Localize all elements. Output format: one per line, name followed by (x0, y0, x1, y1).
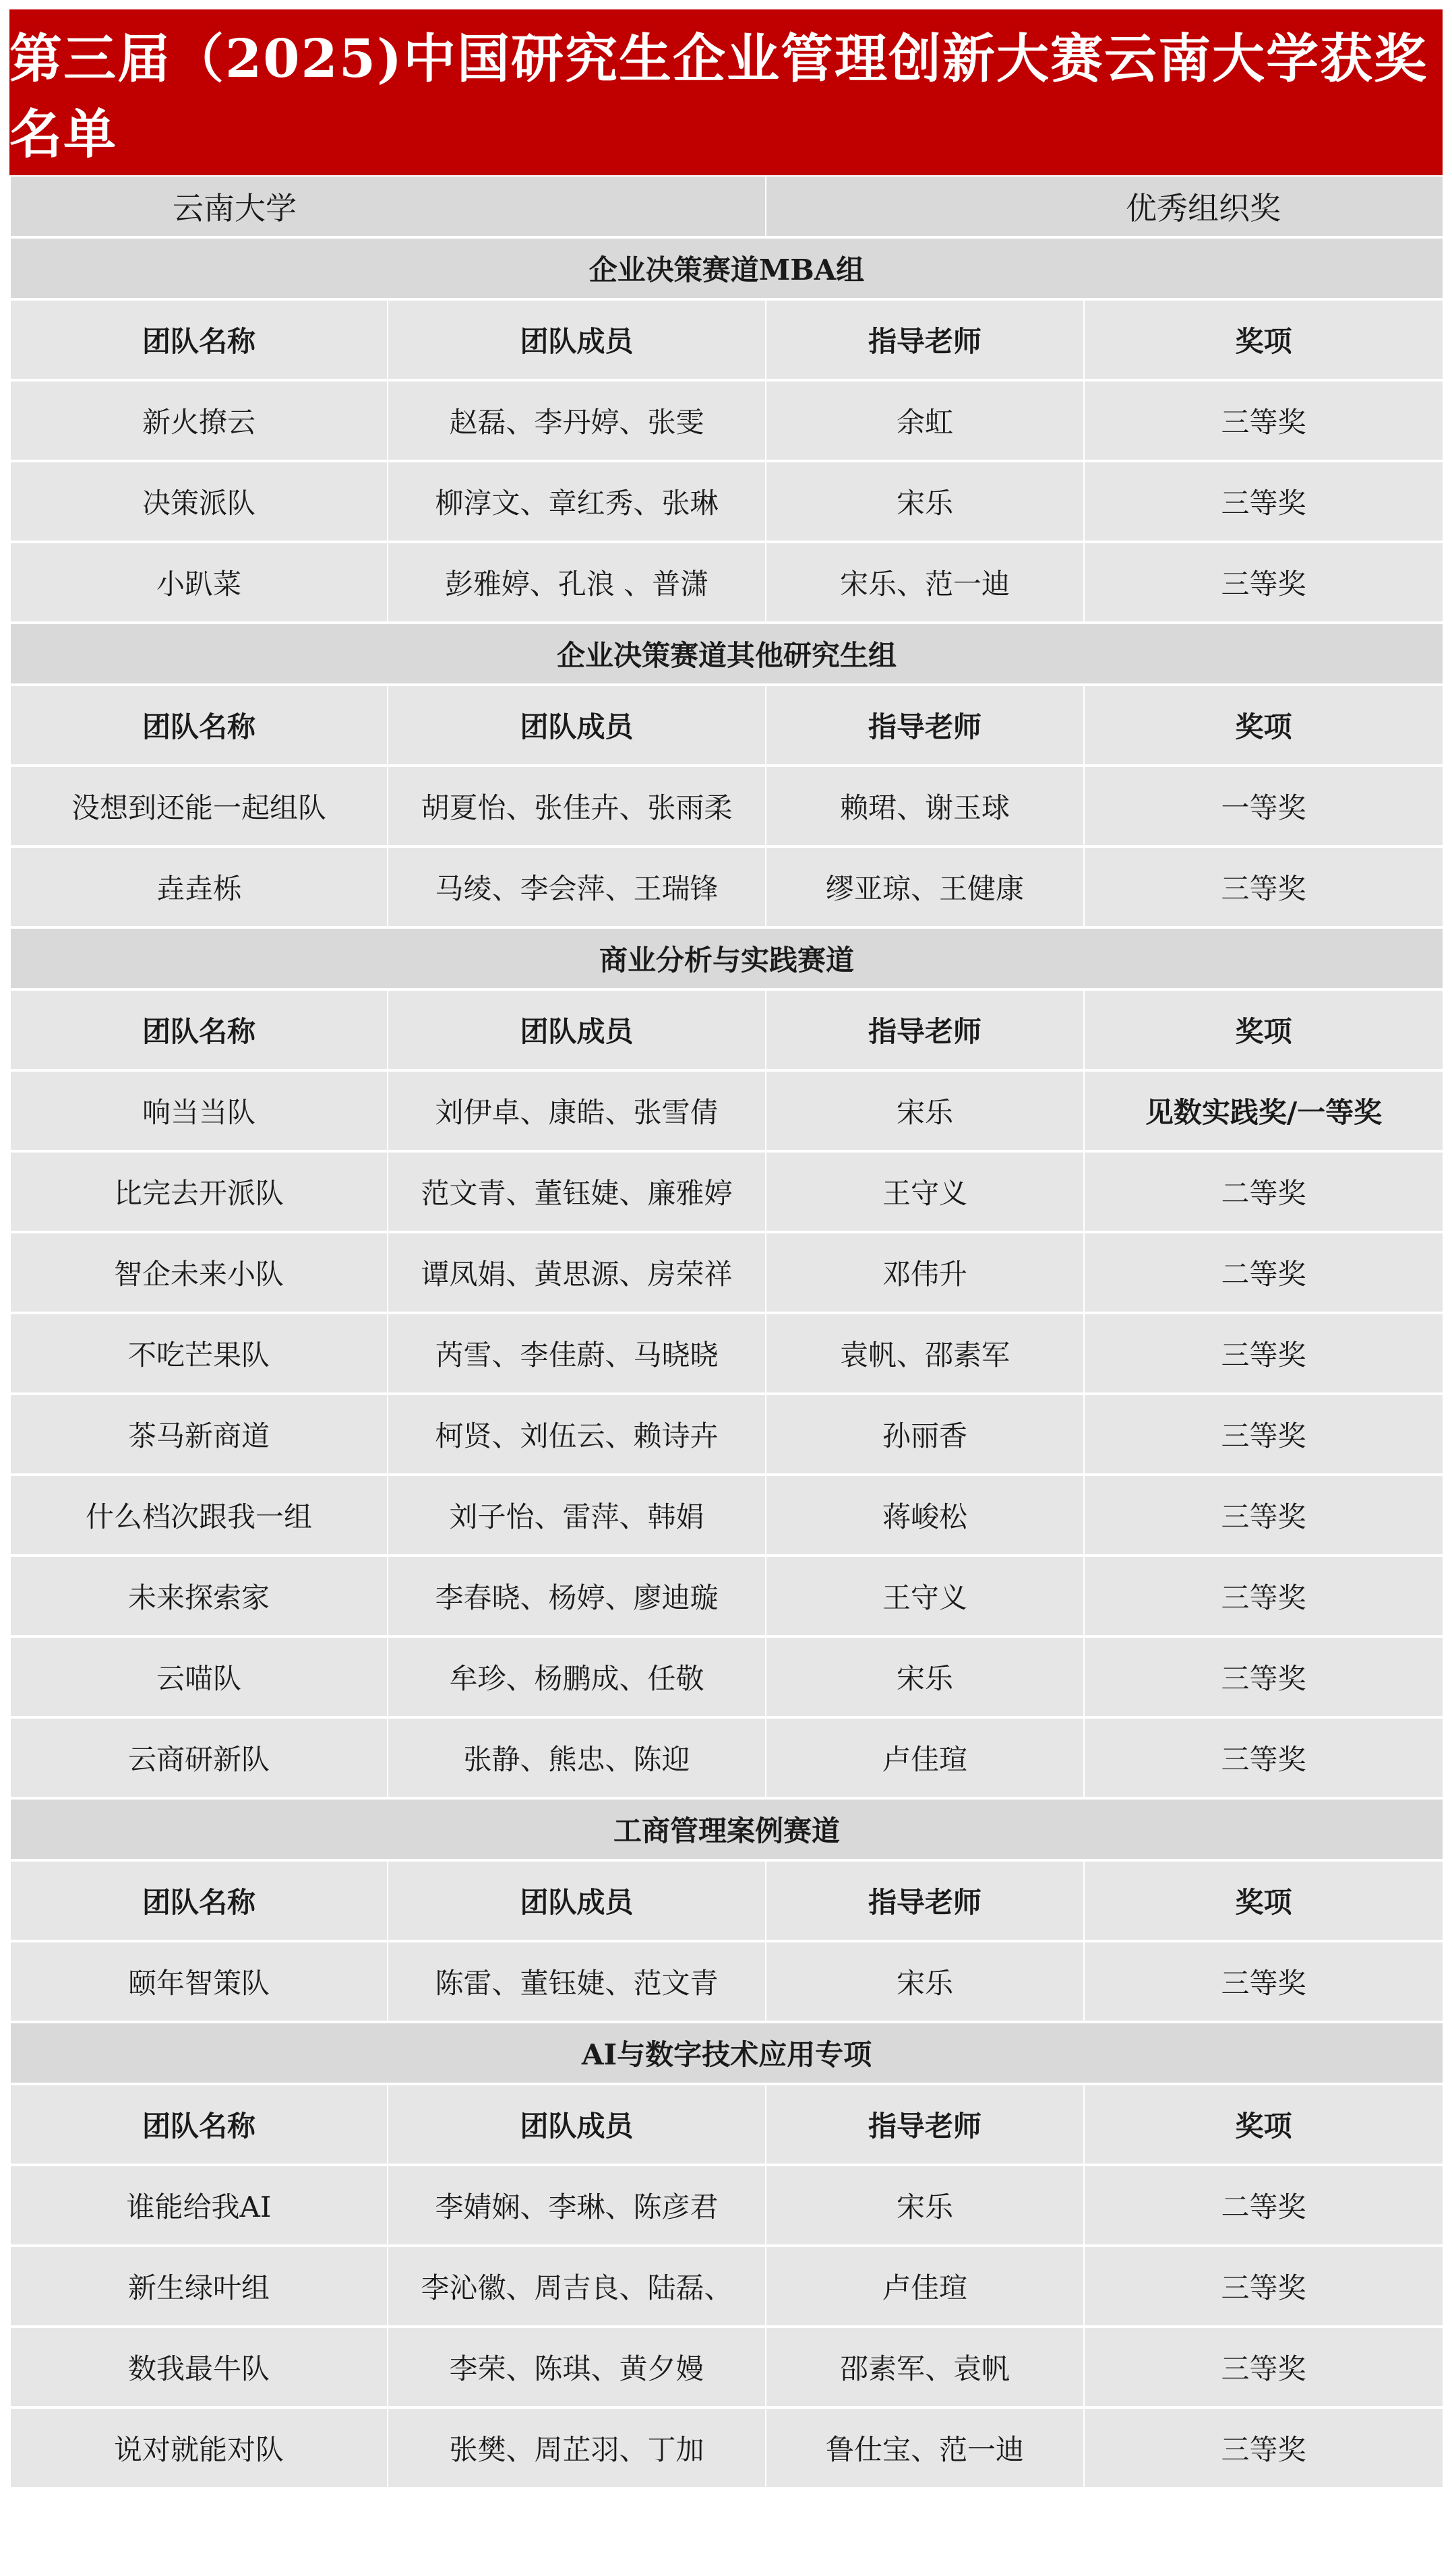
advisor-cell: 宋乐、范一迪 (766, 542, 1084, 623)
header-advisor: 指导老师 (766, 2084, 1084, 2165)
header-award: 奖项 (1084, 685, 1443, 766)
award-cell: 三等奖 (1084, 380, 1443, 461)
award-cell: 三等奖 (1084, 1313, 1443, 1394)
team-name-cell: 没想到还能一起组队 (10, 766, 388, 847)
team-members-cell: 柳淳文、章红秀、张琳 (388, 461, 766, 542)
header-award: 奖项 (1084, 299, 1443, 380)
team-name-cell: 云商研新队 (10, 1717, 388, 1798)
table-row (10, 2165, 1443, 2246)
organization-row (10, 176, 1443, 237)
award-cell: 三等奖 (1084, 1556, 1443, 1636)
header-team-members: 团队成员 (388, 2084, 766, 2165)
table-row (10, 1941, 1443, 2022)
table-row (10, 1556, 1443, 1636)
award-cell: 二等奖 (1084, 1232, 1443, 1313)
header-advisor: 指导老师 (766, 989, 1084, 1070)
award-table-body (10, 176, 1443, 2488)
team-name-cell: 智企未来小队 (10, 1232, 388, 1313)
table-row (10, 2327, 1443, 2408)
advisor-cell: 宋乐 (766, 1636, 1084, 1717)
award-cell: 见数实践奖/一等奖 (1084, 1070, 1443, 1151)
section-title-row (10, 927, 1443, 989)
team-members-cell: 谭凤娟、黄思源、房荣祥 (388, 1232, 766, 1313)
team-members-cell: 范文青、董钰婕、廉雅婷 (388, 1151, 766, 1232)
award-list-document (9, 9, 1443, 2490)
team-members-cell: 赵磊、李丹婷、张雯 (388, 380, 766, 461)
advisor-cell: 宋乐 (766, 1941, 1084, 2022)
advisor-cell: 袁帆、邵素军 (766, 1313, 1084, 1394)
team-name-cell: 数我最牛队 (10, 2327, 388, 2408)
advisor-cell: 余虹 (766, 380, 1084, 461)
advisor-cell: 王守义 (766, 1151, 1084, 1232)
table-row (10, 1232, 1443, 1313)
advisor-cell: 蒋峻松 (766, 1475, 1084, 1556)
advisor-cell: 邵素军、袁帆 (766, 2327, 1084, 2408)
table-row (10, 542, 1443, 623)
team-members-cell: 彭雅婷、孔浪 、普潇 (388, 542, 766, 623)
team-name-cell: 垚垚栎 (10, 847, 388, 927)
team-members-cell: 芮雪、李佳蔚、马晓晓 (388, 1313, 766, 1394)
table-row (10, 1313, 1443, 1394)
document-title-bar (9, 9, 1443, 175)
award-cell: 一等奖 (1084, 766, 1443, 847)
team-name-cell: 茶马新商道 (10, 1394, 388, 1475)
header-team-members: 团队成员 (388, 989, 766, 1070)
team-name-cell: 说对就能对队 (10, 2408, 388, 2488)
table-row (10, 461, 1443, 542)
organization-name: 云南大学 (10, 176, 766, 237)
award-cell: 三等奖 (1084, 1394, 1443, 1475)
advisor-cell: 宋乐 (766, 1070, 1084, 1151)
header-award: 奖项 (1084, 2084, 1443, 2165)
team-name-cell: 颐年智策队 (10, 1941, 388, 2022)
section-title-row (10, 1798, 1443, 1860)
header-award: 奖项 (1084, 1860, 1443, 1941)
table-row (10, 2246, 1443, 2327)
award-cell: 三等奖 (1084, 847, 1443, 927)
column-header-row (10, 685, 1443, 766)
award-cell: 三等奖 (1084, 1636, 1443, 1717)
header-team-members: 团队成员 (388, 1860, 766, 1941)
table-row (10, 1717, 1443, 1798)
section-title: 企业决策赛道其他研究生组 (10, 623, 1443, 685)
header-team-name: 团队名称 (10, 685, 388, 766)
team-members-cell: 马绫、李会萍、王瑞锋 (388, 847, 766, 927)
advisor-cell: 邓伟升 (766, 1232, 1084, 1313)
table-row (10, 847, 1443, 927)
team-members-cell: 刘子怡、雷萍、韩娟 (388, 1475, 766, 1556)
table-row (10, 1475, 1443, 1556)
table-row (10, 1070, 1443, 1151)
header-team-members: 团队成员 (388, 299, 766, 380)
organization-award: 优秀组织奖 (766, 176, 1443, 237)
award-cell: 二等奖 (1084, 1151, 1443, 1232)
section-title: 商业分析与实践赛道 (10, 927, 1443, 989)
team-name-cell: 谁能给我AI (10, 2165, 388, 2246)
section-title: 企业决策赛道MBA组 (10, 237, 1443, 299)
award-cell: 三等奖 (1084, 1475, 1443, 1556)
team-members-cell: 李婧娴、李琳、陈彦君 (388, 2165, 766, 2246)
table-row (10, 1394, 1443, 1475)
award-cell: 三等奖 (1084, 2327, 1443, 2408)
advisor-cell: 卢佳瑄 (766, 1717, 1084, 1798)
header-advisor: 指导老师 (766, 299, 1084, 380)
award-table (9, 175, 1444, 2490)
team-members-cell: 胡夏怡、张佳卉、张雨柔 (388, 766, 766, 847)
table-row (10, 1151, 1443, 1232)
advisor-cell: 孙丽香 (766, 1394, 1084, 1475)
table-row (10, 1636, 1443, 1717)
team-name-cell: 比完去开派队 (10, 1151, 388, 1232)
header-team-name: 团队名称 (10, 1860, 388, 1941)
advisor-cell: 卢佳瑄 (766, 2246, 1084, 2327)
column-header-row (10, 1860, 1443, 1941)
award-cell: 三等奖 (1084, 542, 1443, 623)
team-members-cell: 牟珍、杨鹏成、任敬 (388, 1636, 766, 1717)
team-members-cell: 张静、熊忠、陈迎 (388, 1717, 766, 1798)
table-row (10, 766, 1443, 847)
award-cell: 三等奖 (1084, 2246, 1443, 2327)
team-members-cell: 李荣、陈琪、黄夕嫚 (388, 2327, 766, 2408)
team-name-cell: 什么档次跟我一组 (10, 1475, 388, 1556)
advisor-cell: 王守义 (766, 1556, 1084, 1636)
advisor-cell: 宋乐 (766, 461, 1084, 542)
header-award: 奖项 (1084, 989, 1443, 1070)
advisor-cell: 赖珺、谢玉球 (766, 766, 1084, 847)
team-name-cell: 未来探索家 (10, 1556, 388, 1636)
award-cell: 三等奖 (1084, 461, 1443, 542)
award-cell: 三等奖 (1084, 1941, 1443, 2022)
award-cell: 三等奖 (1084, 1717, 1443, 1798)
team-members-cell: 李春晓、杨婷、廖迪璇 (388, 1556, 766, 1636)
advisor-cell: 宋乐 (766, 2165, 1084, 2246)
team-name-cell: 小趴菜 (10, 542, 388, 623)
advisor-cell: 缪亚琼、王健康 (766, 847, 1084, 927)
team-name-cell: 不吃芒果队 (10, 1313, 388, 1394)
advisor-cell: 鲁仕宝、范一迪 (766, 2408, 1084, 2488)
award-cell: 二等奖 (1084, 2165, 1443, 2246)
award-cell: 三等奖 (1084, 2408, 1443, 2488)
team-name-cell: 新生绿叶组 (10, 2246, 388, 2327)
section-title-row (10, 2022, 1443, 2084)
header-team-name: 团队名称 (10, 989, 388, 1070)
header-advisor: 指导老师 (766, 1860, 1084, 1941)
team-members-cell: 刘伊卓、康皓、张雪倩 (388, 1070, 766, 1151)
team-members-cell: 李沁徽、周吉良、陆磊、 (388, 2246, 766, 2327)
team-members-cell: 陈雷、董钰婕、范文青 (388, 1941, 766, 2022)
section-title: AI与数字技术应用专项 (10, 2022, 1443, 2084)
header-team-members: 团队成员 (388, 685, 766, 766)
header-team-name: 团队名称 (10, 299, 388, 380)
column-header-row (10, 299, 1443, 380)
section-title-row (10, 237, 1443, 299)
document-title: 第三届（2025)中国研究生企业管理创新大赛云南大学获奖名单 (9, 28, 1428, 165)
team-name-cell: 新火撩云 (10, 380, 388, 461)
team-members-cell: 张樊、周芷羽、丁加 (388, 2408, 766, 2488)
section-title-row (10, 623, 1443, 685)
team-name-cell: 云喵队 (10, 1636, 388, 1717)
table-row (10, 380, 1443, 461)
table-row (10, 2408, 1443, 2488)
header-advisor: 指导老师 (766, 685, 1084, 766)
column-header-row (10, 2084, 1443, 2165)
header-team-name: 团队名称 (10, 2084, 388, 2165)
section-title: 工商管理案例赛道 (10, 1798, 1443, 1860)
team-name-cell: 响当当队 (10, 1070, 388, 1151)
column-header-row (10, 989, 1443, 1070)
team-name-cell: 决策派队 (10, 461, 388, 542)
team-members-cell: 柯贤、刘伍云、赖诗卉 (388, 1394, 766, 1475)
